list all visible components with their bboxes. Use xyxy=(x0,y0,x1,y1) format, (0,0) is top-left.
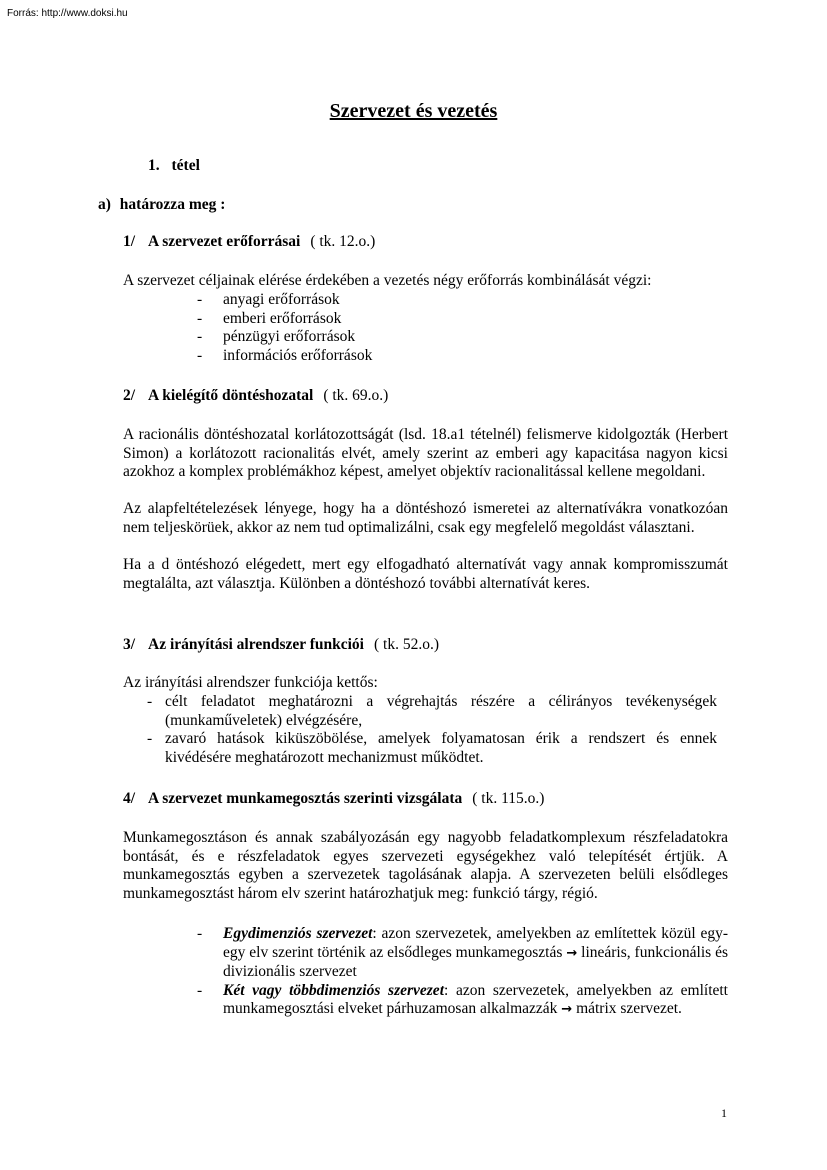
subtitle-number: 1. xyxy=(148,157,160,174)
section-2-paragraph-1: A racionális döntéshozatal korlátozottságát (lsd. 18.a1 tételnél) felismerve kidolgozták (Herbert Simon) a korlátozott racionalitás elvét, amely szerint az emberi agy kapacitása nagyon kicsi azokhoz a komplex problémákhoz képest, amelyet objektív racionalitással kellene megoldani. xyxy=(123,426,728,480)
list-item: - emberi erőforrások xyxy=(197,309,342,327)
section-number: 4/ xyxy=(123,790,136,807)
section-1-heading xyxy=(123,233,375,252)
section-reference: ( tk. 12.o.) xyxy=(310,233,376,250)
organization-type-list xyxy=(197,925,728,1020)
subtitle-label: tétel xyxy=(171,157,200,174)
section-reference: ( tk. 115.o.) xyxy=(472,790,545,807)
list-item: - anyagi erőforrások xyxy=(197,291,340,308)
list-item: - pénzügyi erőforrások xyxy=(197,328,356,345)
section-title: A szervezet erőforrásai xyxy=(148,233,301,250)
task-label: határozza meg : xyxy=(119,196,226,213)
term: Egydimenziós szervezet xyxy=(223,925,373,942)
section-number: 1/ xyxy=(123,233,136,250)
task-marker: a) xyxy=(98,196,111,213)
section-2-paragraph-2: Az alapfeltételezések lényege, hogy ha a döntéshozó ismeretei az alternatívákra vonatkozóan nem teljeskörüek, akkor az nem tud optimalizálni, csak egy megfelelő megoldást választani. xyxy=(123,500,728,536)
section-2-heading xyxy=(123,387,388,406)
list-item: - Egydimenziós szervezet: azon szervezetek, amelyekben az említettek közül egy-egy elv szerint történik az elsődleges munkamegosztás → lineáris, funkcionális és divizionális szervezet xyxy=(197,925,729,980)
page-number: 1 xyxy=(721,1106,727,1120)
section-reference: ( tk. 52.o.) xyxy=(374,636,440,653)
list-item: - zavaró hatások kiküszöbölése, amelyek folyamatosan érik a rendszert és ennek kivédésére meghatározott mechanizmust működtet. xyxy=(147,730,717,766)
section-number: 3/ xyxy=(123,636,136,653)
section-4-paragraph: Munkamegosztáson és annak szabályozásán egy nagyobb feladatkomplexum részfeladatokra bontását, és e részfeladatok egyes szervezeti egységekhez való telepítését értjük. A munkamegosztás egyben a szervezetek tagolásának alapja. A szervezeten belüli elsődleges munkamegosztást három elv szerint határozhatjuk meg: funkció tárgy, régió. xyxy=(123,829,728,902)
section-title: A szervezet munkamegosztás szerinti vizsgálata xyxy=(148,790,463,807)
list-item: - Két vagy többdimenziós szervezet: azon szervezetek, amelyekben az említett munkamegosztási elveket párhuzamosan alkalmazzák → mátrix szervezet. xyxy=(197,981,728,1017)
task-heading xyxy=(98,196,225,215)
list-item: - célt feladatot meghatározni a végrehajtás részére a célirányos tevékenységek (munkaműveletek) elvégzésére, xyxy=(147,693,717,729)
page-title: Szervezet és vezetés xyxy=(329,100,498,122)
section-title: Az irányítási alrendszer funkciói xyxy=(148,636,364,653)
section-2-paragraph-3: Ha a d öntéshozó elégedett, mert egy elfogadható alternatívát vagy annak kompromisszumát megtalálta, azt választja. Különben a döntéshozó további alternatívát keres. xyxy=(123,556,728,592)
subtitle xyxy=(148,157,200,176)
list-item: - információs erőforrások xyxy=(197,346,373,364)
section-3-intro: Az irányítási alrendszer funkciója kettős: xyxy=(123,674,378,691)
resource-list xyxy=(197,291,597,365)
section-1-intro: A szervezet céljainak elérése érdekében a vezetés négy erőforrás kombinálását végzi: xyxy=(123,272,652,289)
arrow-right-icon: → xyxy=(566,945,578,961)
term: Két vagy többdimenziós szervezet xyxy=(223,981,444,999)
section-number: 2/ xyxy=(123,387,136,404)
section-reference: ( tk. 69.o.) xyxy=(323,387,389,404)
section-title: A kielégítő döntéshozatal xyxy=(148,387,314,404)
function-list xyxy=(147,693,717,767)
source-line: Forrás: http://www.doksi.hu xyxy=(7,8,128,19)
arrow-right-icon: → xyxy=(561,1002,573,1017)
section-3-heading xyxy=(123,636,439,655)
section-4-heading xyxy=(123,790,544,809)
